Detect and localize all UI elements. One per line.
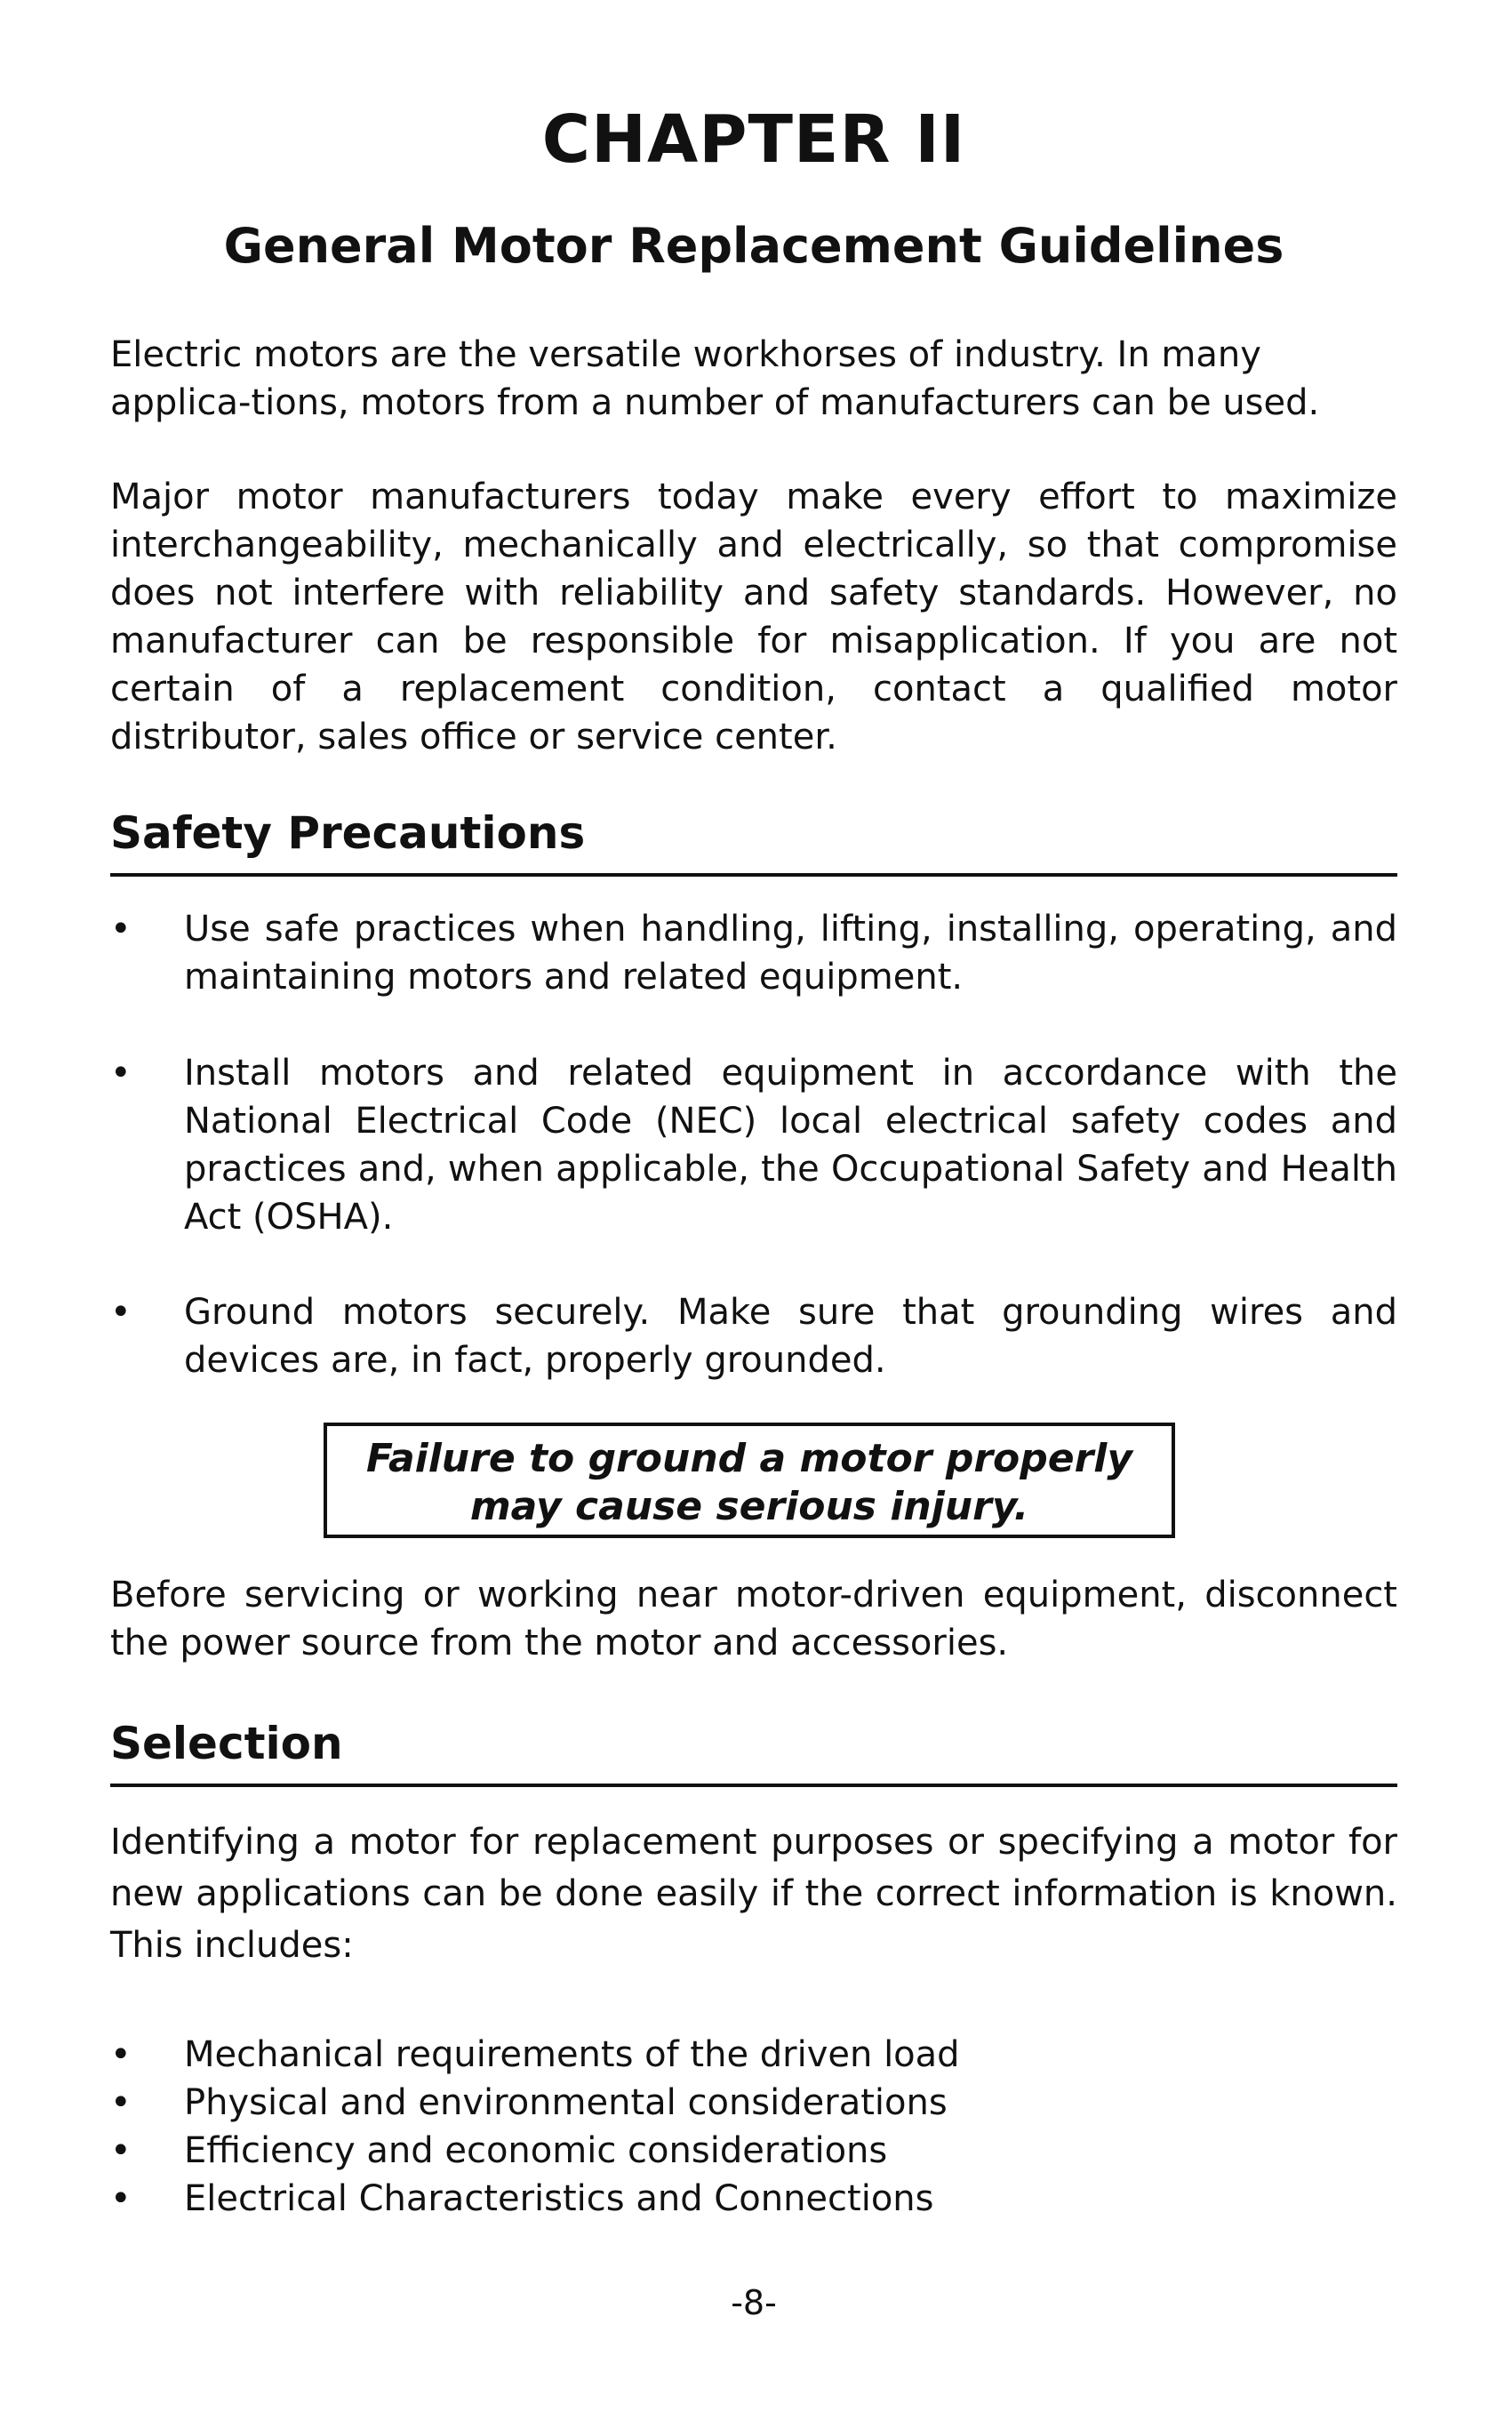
selection-heading: Selection — [110, 1714, 1397, 1787]
list-item — [110, 2079, 1397, 2127]
bullet-icon: • — [110, 909, 132, 950]
list-item-text: Use safe practices when handling, lifting, installing, operating, and maintaining motors and related equipment. — [184, 909, 1397, 998]
list-item — [110, 1049, 1397, 1241]
safety-precautions-heading: Safety Precautions — [110, 804, 1397, 877]
intro-paragraph-2-block — [110, 473, 1397, 761]
list-item — [110, 905, 1397, 1001]
safety-bullet-1 — [110, 905, 1397, 1001]
safety-bullet-3 — [110, 1288, 1397, 1384]
document-page — [110, 0, 1397, 2413]
chapter-subtitle: General Motor Replacement Guidelines — [223, 218, 1284, 274]
list-item — [110, 2175, 1397, 2223]
list-item-text: Physical and environmental considerations — [184, 2082, 948, 2123]
intro-paragraph-1-block — [110, 331, 1397, 427]
list-item — [110, 2127, 1397, 2175]
bullet-icon: • — [110, 2178, 132, 2219]
safety-closing-block — [110, 1571, 1397, 1667]
list-item-text: Efficiency and economic considerations — [184, 2130, 888, 2171]
intro-paragraph-2: Major motor manufacturers today make every effort to maximize interchangeability, mechanically and electrically, so that compromise does not interfere with reliability and safety standards. However, no manufacturer can be responsible for misapplication. If you are not certain of a replacement condition, contact a qualified motor distributor, sales office or service center. — [110, 477, 1397, 758]
bullet-icon: • — [110, 1053, 132, 1094]
list-item-text: Electrical Characteristics and Connections — [184, 2178, 934, 2219]
warning-line-2: may cause serious injury. — [469, 1484, 1029, 1529]
list-item-text: Mechanical requirements of the driven load — [184, 2034, 960, 2075]
warning-line-1: Failure to ground a motor properly — [365, 1436, 1133, 1481]
selection-paragraph-block — [110, 1816, 1397, 1971]
safety-closing-paragraph: Before servicing or working near motor-driven equipment, disconnect the power source from the motor and accessories. — [110, 1575, 1397, 1663]
bullet-icon: • — [110, 2034, 132, 2075]
list-item — [110, 1288, 1397, 1384]
list-item-text: Install motors and related equipment in accordance with the National Electrical Code (NEC) local electrical safety codes and practices and, when applicable, the Occupational Safety and Health Act (OSHA). — [184, 1053, 1397, 1238]
safety-bullet-2 — [110, 1049, 1397, 1241]
bullet-icon: • — [110, 2130, 132, 2171]
chapter-title: CHAPTER II — [541, 101, 966, 178]
selection-list — [110, 2031, 1397, 2223]
bullet-icon: • — [110, 2082, 132, 2123]
bullet-icon: • — [110, 1292, 132, 1333]
page-number: -8- — [731, 2283, 777, 2322]
selection-paragraph: Identifying a motor for replacement purposes or specifying a motor for new applications can be done easily if the correct information is known. This includes: — [110, 1822, 1397, 1966]
ground-warning-box — [324, 1423, 1175, 1538]
intro-paragraph-1: Electric motors are the versatile workhorses of industry. In many applica-tions, motors from a number of manufacturers can be used. — [110, 334, 1320, 423]
list-item-text: Ground motors securely. Make sure that grounding wires and devices are, in fact, properly grounded. — [184, 1292, 1397, 1381]
list-item — [110, 2031, 1397, 2079]
